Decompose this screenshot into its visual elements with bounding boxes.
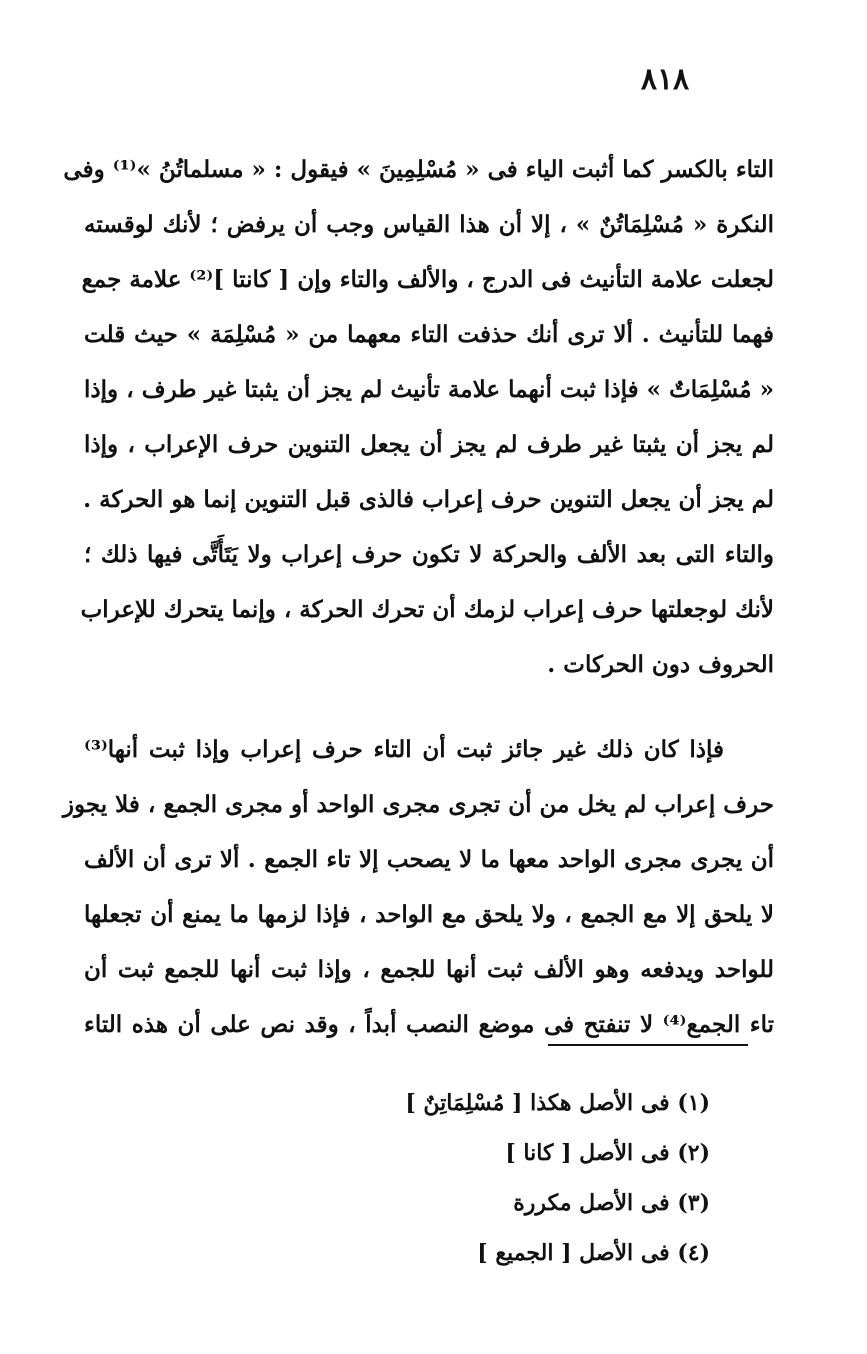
text-line: لم يجز أن يجعل التنوين حرف إعراب فالذى قبل التنوين إنما هو الحركة . (83, 486, 774, 513)
main-text (62, 142, 774, 1052)
footnote-2: (٢) فى الأصل [ كانا ] (505, 1140, 710, 1166)
paragraph-2 (62, 722, 774, 1052)
text-line: النكرة « مُسْلِمَاتُنٌ » ، إلا أن هذا القياس وجب أن يرفض ؛ لأنك لوقسته (84, 211, 774, 238)
text-line: فهما للتأنيث . ألا ترى أنك حذفت التاء معهما من « مُسْلِمَة » حيث قلت (84, 321, 774, 348)
text-line: لم يجز أن يثبتا غير طرف لم يجز أن يجعل التنوين حرف الإعراب ، وإذا (84, 431, 774, 458)
footnote-3: (٣) فى الأصل مكررة (513, 1190, 710, 1216)
text-line: فإذا كان ذلك غير جائز ثبت أن التاء حرف إعراب وإذا ثبت أنها⁽³⁾ (84, 736, 724, 763)
text-line: التاء بالكسر كما أثبت الياء فى « مُسْلِمِينَ » فيقول : « مسلماتُنُ »⁽¹⁾ وفى (63, 156, 774, 183)
page-number: ٨١٨ (640, 62, 690, 97)
text-line: أن يجرى مجرى الواحد معها ما لا يصحب إلا تاء الجمع . ألا ترى أن الألف (84, 846, 774, 873)
footnotes (300, 1078, 710, 1278)
footnote-1: (١) فى الأصل هكذا [ مُسْلِمَاتِنٌ ] (405, 1090, 710, 1116)
text-line: لجعلت علامة التأنيث فى الدرج ، والألف والتاء وإن [ كانتا ]⁽²⁾ علامة جمع (81, 266, 774, 293)
text-line: للواحد ويدفعه وهو الألف ثبت أنها للجمع ، وإذا ثبت أنها للجمع ثبت أن (84, 956, 774, 983)
text-line: لا يلحق إلا مع الجمع ، ولا يلحق مع الواحد ، فإذا لزمها ما يمنع أن تجعلها (84, 901, 774, 928)
text-line: تاء الجمع⁽⁴⁾ لا تنفتح فى موضع النصب أبداً ، وقد نص على أن هذه التاء (84, 1011, 774, 1038)
paragraph-spacer (84, 692, 774, 722)
footnote-divider (548, 1044, 748, 1046)
footnote-4: (٤) فى الأصل [ الجميع ] (477, 1240, 710, 1266)
text-line: والتاء التى بعد الألف والحركة لا تكون حرف إعراب ولا يَتَأَتَّى فيها ذلك ؛ (84, 541, 774, 568)
text-line: حرف إعراب لم يخل من أن تجرى مجرى الواحد أو مجرى الجمع ، فلا يجوز (62, 791, 774, 818)
paragraph-1 (63, 142, 774, 692)
text-line: « مُسْلِمَاتٌ » فإذا ثبت أنهما علامة تأنيث لم يجز أن يثبتا غير طرف ، وإذا (84, 376, 774, 403)
text-line: لأنك لوجعلتها حرف إعراب لزمك أن تحرك الحركة ، وإنما يتحرك للإعراب (80, 596, 774, 623)
text-line: الحروف دون الحركات . (547, 651, 774, 678)
